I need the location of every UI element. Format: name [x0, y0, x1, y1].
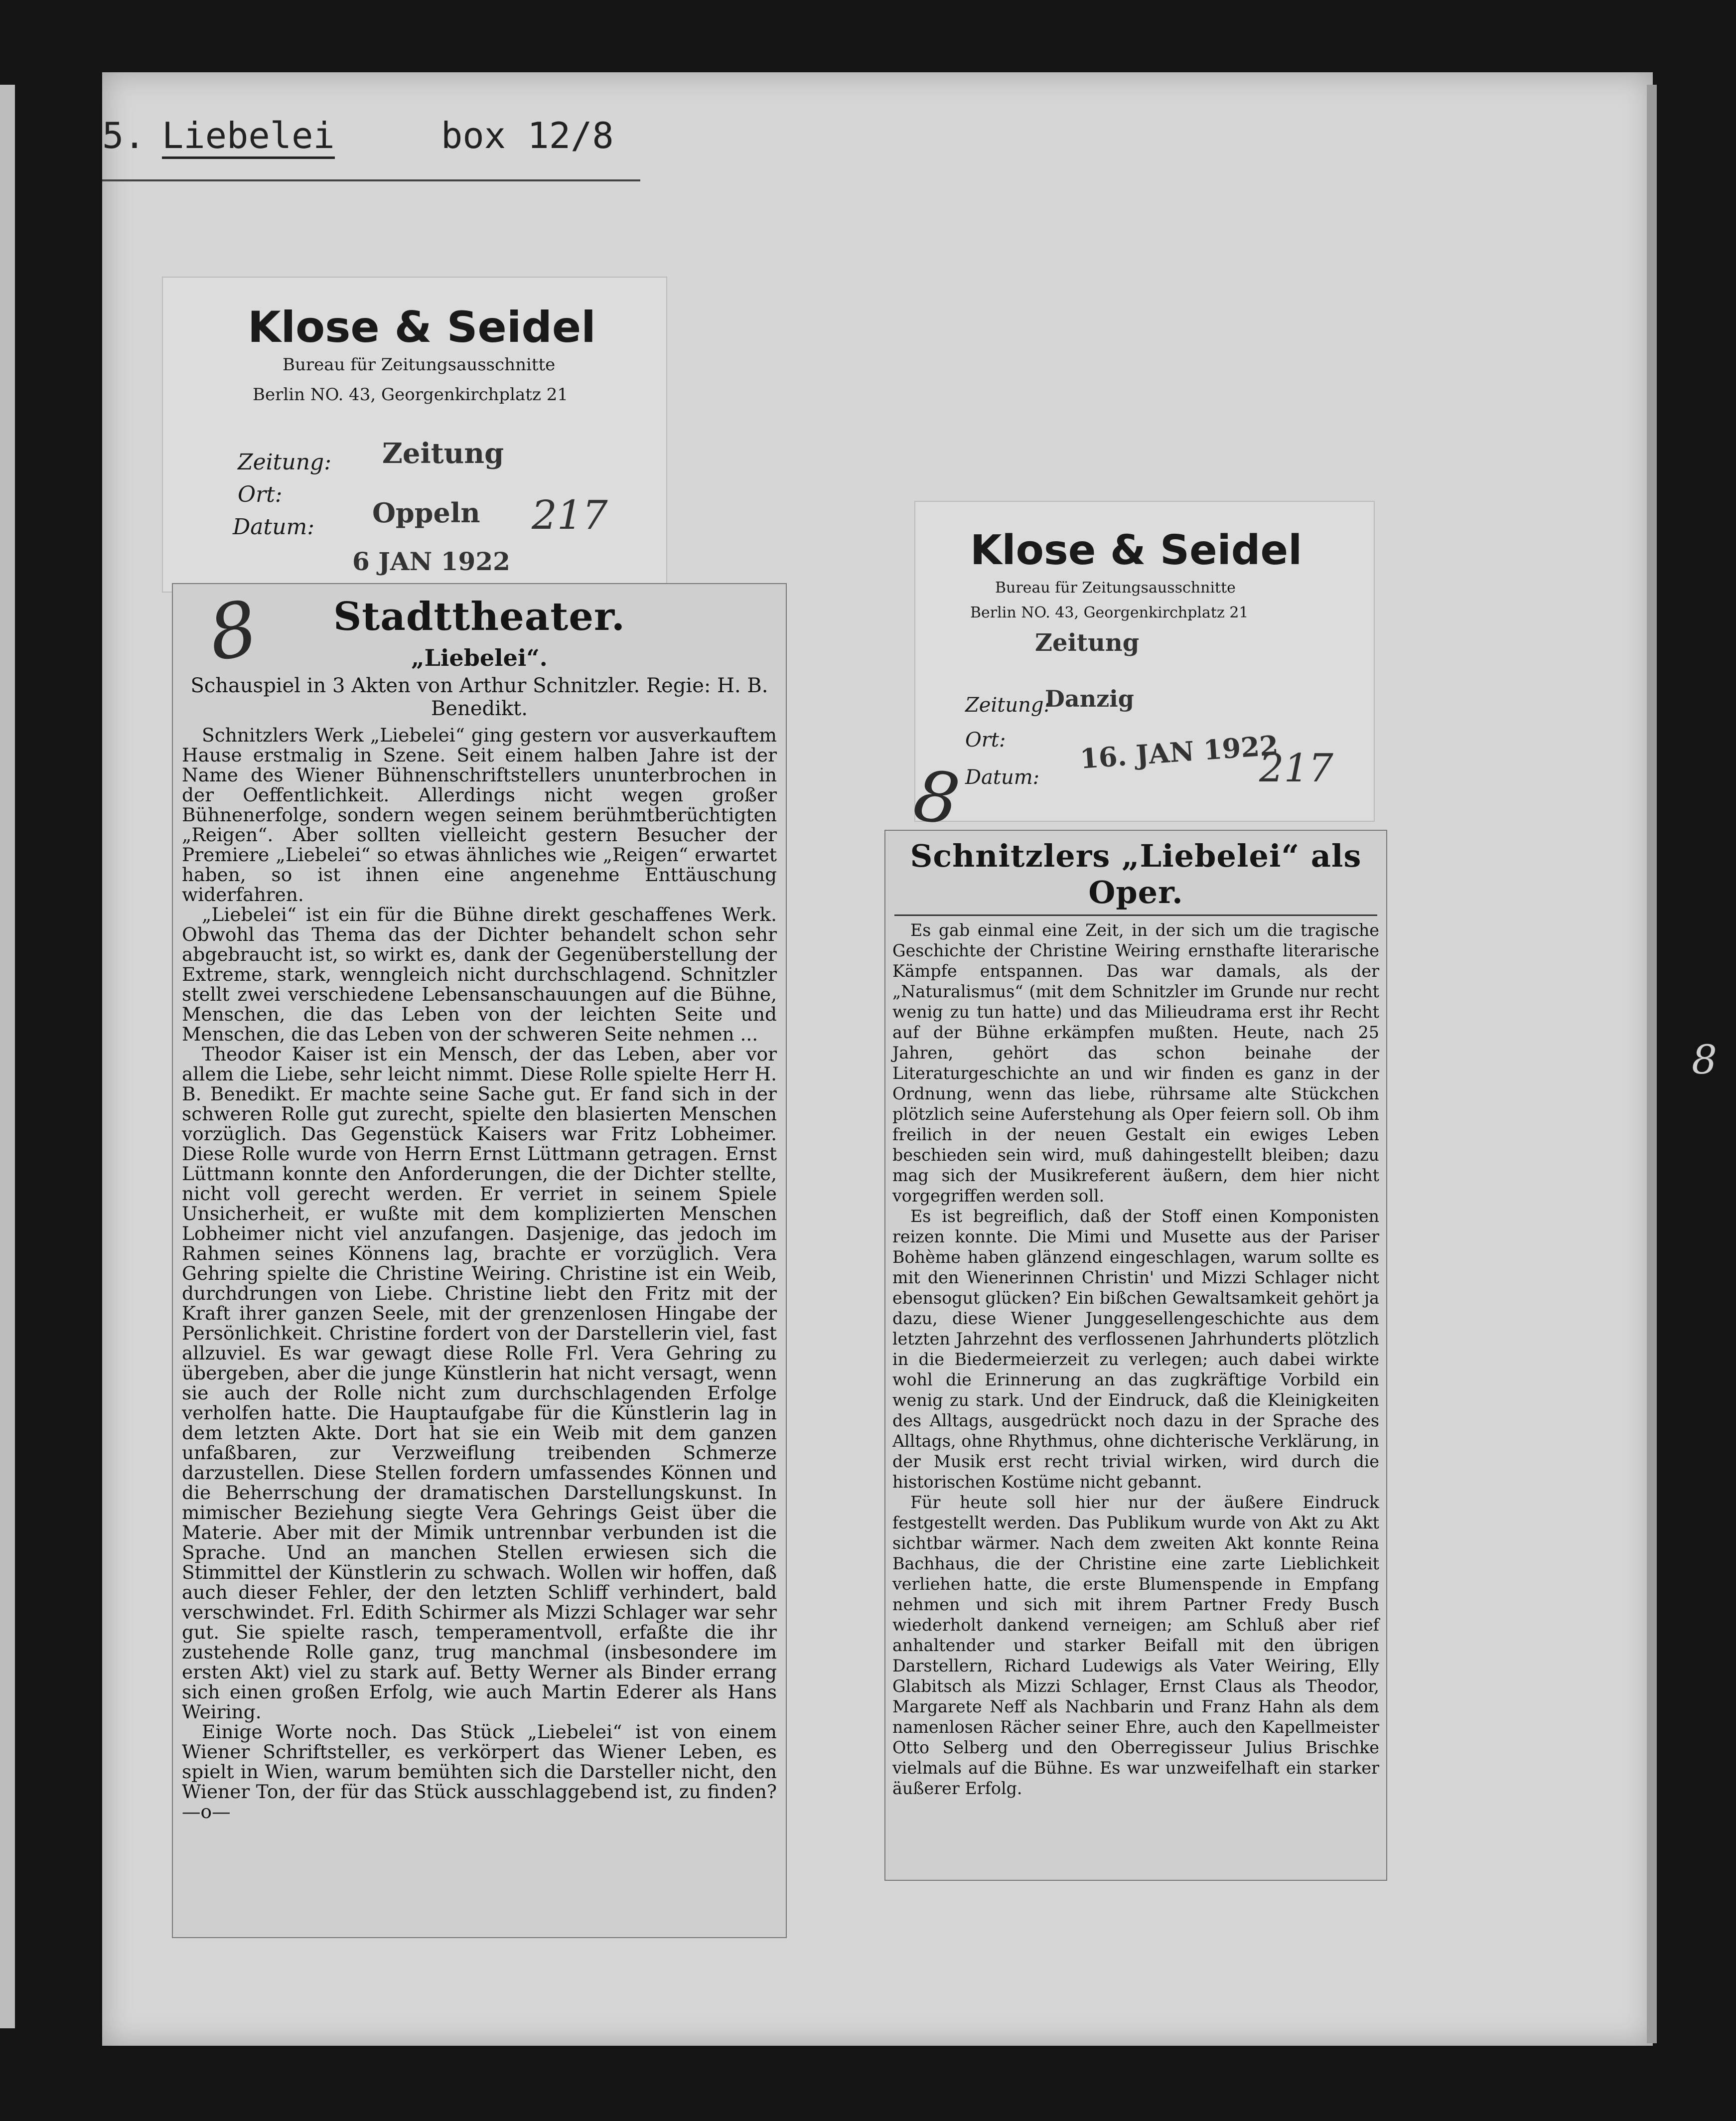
header-box-number: box 12/8: [441, 115, 614, 156]
clipping-bureau-stamp-danzig: [914, 501, 1375, 822]
stamp-ort-value: Danzig: [1045, 685, 1134, 712]
clipping-byline: Schauspiel in 3 Akten von Arthur Schnitzler. Regie: H. B. Benedikt.: [190, 674, 768, 720]
stamp-ort-label: Ort:: [238, 482, 283, 507]
article-paragraph: Es ist begreiflich, daß der Stoff einen Komponisten reizen konnte. Die Mimi und Musette aus der Pariser Bohème haben glänzend eingeschlagen, warum sollte es mit den Wienerinnen Christin' und Mizzi Schlager nicht ebensogut glücken? Ein bißchen Gewaltsamkeit gehört ja dazu, diese Wiener Junggesellengeschichte aus dem letzten Jahrzehnt des verflossenen Jahrhunderts plötzlich in die Biedermeierzeit zu verlegen; auch dabei wirkte wohl die Erinnerung an das zugkräftige Vorbild ein wenig zu stark. Und der Eindruck, daß die Kleinigkeiten des Alltags, ausgedrückt noch dazu in der Sprache des Alltags, ohne Rhythmus, ohne dichterische Verklärung, in der Musik erst recht trivial wirken, wird durch die historischen Kostüme nicht gebannt.: [892, 1207, 1379, 1492]
article-paragraph: Es gab einmal eine Zeit, in der sich um die tragische Geschichte der Christine Weiring ernsthafte literarische Kämpfe entspannen. Das war damals, als der „Naturalismus“ (mit dem Schnitzler im Grunde nur recht wenig zu tun hatte) und das Milieudrama erst ihr Recht auf der Bühne erkämpfen mußten. Heute, nach 25 Jahren, gehört das schon beinahe der Literaturgeschichte an und wir finden es ganz in der Ordnung, wenn das liebe, rührsame alte Stückchen plötzlich seine Auferstehung als Oper feiern soll. Ob ihm freilich in der neuen Gestalt ein ewiges Leben beschieden sein wird, muß dahingestellt bleiben; dazu mag sich der Musikreferent äußern, dem hier nicht vorgegriffen werden soll.: [892, 920, 1379, 1206]
newspaper-clipping-stadttheater: [172, 583, 787, 1938]
stamp-zeitung-label: Zeitung:: [238, 450, 332, 475]
article-paragraph: „Liebelei“ ist ein für die Bühne direkt geschaffenes Werk. Obwohl das Thema das der Dichter behandelt schon sehr abgebraucht ist, so wirkt es, dank der Gegenüberstellung der Extreme, stark, wenngleich nicht durchschlagend. Schnitzler stellt zwei verschiedene Lebensanschauungen auf die Bühne, Menschen, die das Leben von der leichten Seite und Menschen, die das Leben von der schweren Seite nehmen ...: [182, 904, 777, 1045]
handwritten-mark-b: 8: [909, 755, 964, 842]
stamp-firm-name: Klose & Seidel: [970, 527, 1302, 574]
article-paragraph: Für heute soll hier nur der äußere Eindruck festgestellt werden. Das Publikum wurde von Akt zu Akt sichtbar wärmer. Nach dem zweiten Akt konnte Reina Bachhaus, die der Christine eine zarte Lieblichkeit verliehen hatte, die erste Blumenspende in Empfang nehmen und sich mit ihrem Partner Fredy Busch wiederholt dankend verneigen; am Schluß aber rief anhaltender und starker Beifall mit den übrigen Darstellern, Richard Ludewigs als Vater Weiring, Elly Glabitsch als Mizzi Schlager, Ernst Claus als Theodor, Margarete Neff als Nachbarin und Franz Hahn als dem namenlosen Rächer seiner Ehre, auch den Kapellmeister Otto Selberg und den Oberregisseur Julius Brischke vielmals auf die Bühne. Es war unzweifelhaft ein starker äußerer Erfolg.: [892, 1493, 1379, 1798]
clipping-headline: Stadttheater.: [333, 594, 626, 639]
handwritten-mark-right: 8: [1692, 1037, 1717, 1083]
stamp-datum-label: Datum:: [965, 766, 1040, 789]
stamp-datum-value: 6 JAN 1922: [352, 547, 510, 576]
header-number: 5.: [102, 115, 145, 156]
stamp-bureau-line: Bureau für Zeitungsausschnitte: [283, 355, 556, 375]
clipping-headline: Schnitzlers „Liebelei“ als Oper.: [910, 838, 1362, 910]
stamp-zeitung-value: Zeitung: [382, 437, 504, 470]
stamp-firm-name: Klose & Seidel: [248, 303, 596, 352]
stamp-zeitung-label: Zeitung:: [965, 694, 1050, 717]
adjacent-page-edge: [0, 85, 15, 2028]
stamp-zeitung-value: Zeitung: [1035, 629, 1140, 657]
handwritten-mark-a: 8: [202, 585, 264, 678]
article-paragraph: Einige Worte noch. Das Stück „Liebelei“ ist von einem Wiener Schriftsteller, es verkörpert das Wiener Leben, es spielt in Wien, warum bemühten sich die Darsteller nicht, den Wiener Ton, der für das Stück ausschlaggebend ist, zu finden? —o—: [182, 1721, 777, 1822]
clipping-bureau-stamp-oppeln: [162, 277, 667, 593]
stamp-bureau-line: Bureau für Zeitungsausschnitte: [995, 579, 1236, 597]
headline-rule: [894, 914, 1377, 916]
clipping-subheadline: „Liebelei“.: [411, 644, 548, 671]
stamp-datum-label: Datum:: [233, 514, 315, 540]
header-title: Liebelei: [162, 115, 335, 159]
stamp-handwritten-number: 217: [1259, 746, 1333, 791]
stamp-handwritten-number: 217: [532, 492, 608, 538]
archive-header-label: [102, 105, 640, 181]
article-paragraph: Theodor Kaiser ist ein Mensch, der das Leben, aber vor allem die Liebe, sehr leicht nimmt. Diese Rolle spielte Herr H. B. Benedikt. Er machte seine Sache gut. Er fand sich in der schweren Rolle gut zurecht, spielte den blasierten Menschen vorzüglich. Das Gegenstück Kaisers war Fritz Lobheimer. Diese Rolle wurde von Herrn Ernst Lüttmann getragen. Ernst Lüttmann konnte den Anforderungen, die der Dichter stellte, nicht voll gerecht werden. Er verriet in seinem Spiele Unsicherheit, er wußte mit dem komplizierten Menschen Lobheimer nicht viel anzufangen. Dasjenige, das jedoch im Rahmen seines Könnens lag, brachte er vorzüglich. Vera Gehring spielte die Christine Weiring. Christine ist ein Weib, durchdrungen von Liebe. Christine liebt den Fritz mit der Kraft ihrer ganzen Seele, mit der grenzenlosen Hingabe der Persönlichkeit. Christine fordert von der Darstellerin viel, fast allzuviel. Es war gewagt diese Rolle Frl. Vera Gehring zu übergeben, aber die junge Künstlerin hat nicht versagt, wenn sie auch der Rolle nicht zum durchschlagenden Erfolge verholfen hatte. Die Hauptaufgabe für die Künstlerin lag in dem letzten Akte. Dort hat sie ein Weib mit dem ganzen unfaßbaren, zur Verzweiflung treibenden Schmerze darzustellen. Diese Stellen fordern umfassendes Können und die Beherrschung der dramatischen Darstellungskunst. In mimischer Beziehung siegte Vera Gehrings Geist über die Materie. Aber mit der Mimik untrennbar verbunden ist die Sprache. Und an manchen Stellen erwiesen sich die Stimmittel der Künstlerin zu schwach. Wollen wir hoffen, daß auch dieser Fehler, der den letzten Schliff verhindert, bald verschwindet. Frl. Edith Schirmer als Mizzi Schlager war sehr gut. Sie spielte rasch, temperamentvoll, erfaßte die ihr zustehende Rolle ganz, trug manchmal (insbesondere im ersten Akt) viel zu stark auf. Betty Werner als Binder errang sich einen großen Erfolg, wie auch Martin Ederer als Hans Weiring.: [182, 1043, 777, 1723]
stamp-address-line: Berlin NO. 43, Georgenkirchplatz 21: [970, 604, 1249, 621]
stamp-datum-value: 16. JAN 1922: [1079, 729, 1280, 775]
stamp-address-line: Berlin NO. 43, Georgenkirchplatz 21: [253, 385, 568, 405]
stamp-ort-value: Oppeln: [372, 497, 480, 529]
newspaper-clipping-oper: [884, 830, 1387, 1881]
article-paragraph: Schnitzlers Werk „Liebelei“ ging gestern vor ausverkauftem Hause erstmalig in Szene. Seit einem halben Jahre ist der Name des Wiener Bühnenschriftstellers ununterbrochen in der Oeffentlichkeit. Allerdings nicht wegen großer Bühnenerfolge, sondern wegen seinem berühmtberüchtigten „Reigen“. Aber sollten vielleicht gestern Besucher der Premiere „Liebelei“ so etwas ähnliches wie „Reigen“ erwartet haben, so ist ihnen eine angenehme Enttäuschung widerfahren.: [182, 724, 777, 906]
page-edge-shadow: [1647, 85, 1657, 2043]
stamp-ort-label: Ort:: [965, 729, 1006, 752]
